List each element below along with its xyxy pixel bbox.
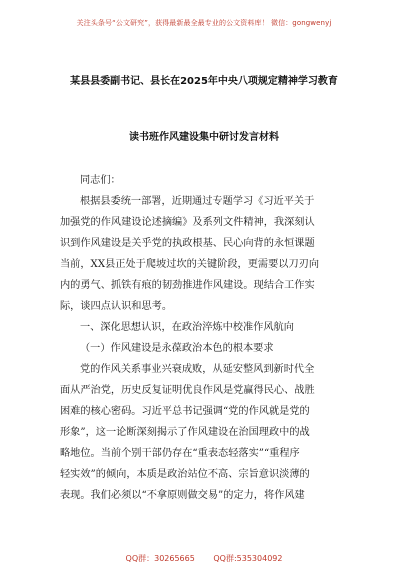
footer-qq-group-1: QQ群：30265665 <box>125 554 195 563</box>
paragraph-line: 当前，XX县正处于爬坡过坎的关键阶段，更需要以刀刃向 <box>60 259 320 270</box>
paragraph-line: 困难的核心密码。习近平总书记强调“党的作风就是党的 <box>60 406 310 417</box>
document-title-line-2: 读书班作风建设集中研讨发言材料 <box>129 132 279 143</box>
footer-qq-group-2: QQ群:535304092 <box>213 554 283 563</box>
document-title-line-1: 某县县委副书记、县长在2025年中央八项规定精神学习教育 <box>70 76 338 87</box>
paragraph-line: 略地位。当前个别干部仍存在“重表态轻落实”“重程序 <box>60 448 300 459</box>
paragraph-line: 加强党的作风建设论述摘编》及系列文件精神，我深刻认 <box>60 217 315 228</box>
paragraph-line: 根据县委统一部署，近期通过专题学习《习近平关于 <box>80 196 315 207</box>
paragraph-line: 党的作风关系事业兴衰成败，从延安整风到新时代全 <box>80 364 315 375</box>
paragraph-line: 识到作风建设是关乎党的执政根基、民心向背的永恒课题 <box>60 238 315 249</box>
section-heading: 一、深化思想认识，在政治淬炼中校准作风航向 <box>80 322 294 333</box>
paragraph-line: 内的勇气、抓铁有痕的韧劲推进作风建设。现结合工作实 <box>60 280 315 291</box>
salutation: 同志们： <box>80 175 121 186</box>
paragraph-line: 际，谈四点认识和思考。 <box>60 301 173 312</box>
paragraph-line: 面从严治党，历史反复证明优良作风是党赢得民心、战胜 <box>60 385 315 396</box>
paragraph-line: 表现。我们必须以“不拿原则做交易”的定力，将作风建 <box>60 490 305 501</box>
paragraph-line: 形象”，这一论断深刻揭示了作风建设在治国理政中的战 <box>60 427 310 438</box>
document-body <box>60 170 360 506</box>
header-banner: 关注头条号“公文研究”，获得最新最全最专业的公文资料库！ 微信：gongwenyj <box>76 19 332 27</box>
subsection-heading: （一）作风建设是永葆政治本色的根本要求 <box>80 343 274 354</box>
footer-contact <box>0 553 408 564</box>
paragraph-line: 轻实效”的倾向，本质是政治站位不高、宗旨意识淡薄的 <box>60 469 310 480</box>
